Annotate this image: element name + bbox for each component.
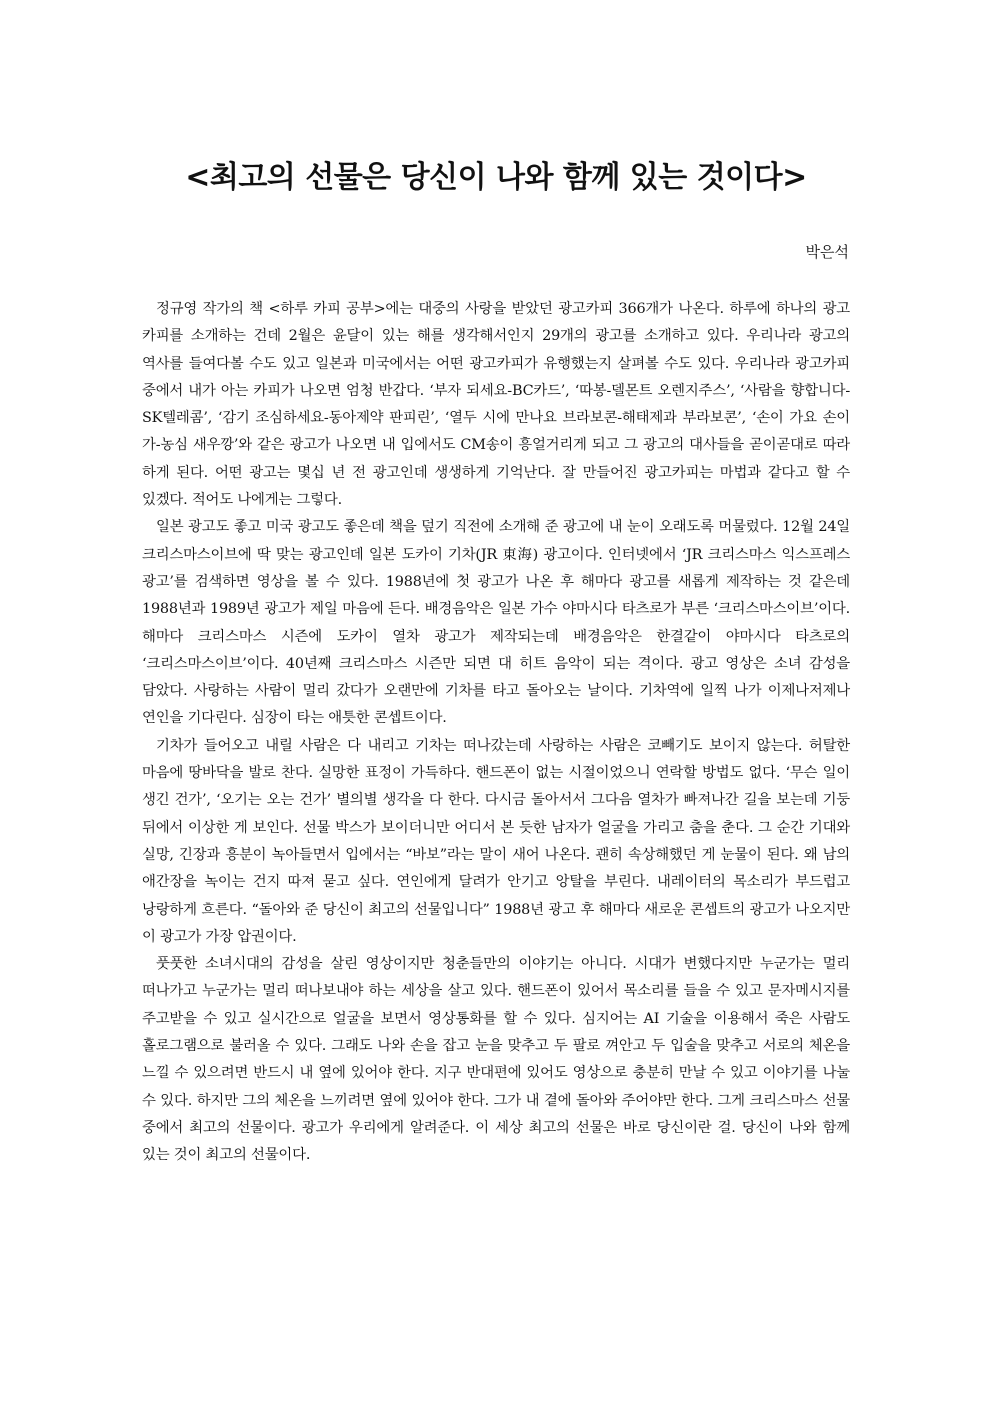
paragraph-1: 정규영 작가의 책 <하루 카피 공부>에는 대중의 사랑을 받았던 광고카피 366개가 나온다. 하루에 하나의 광고 카피를 소개하는 건데 2월은 윤달이 있는 해를 생각해서인지 29개의 광고를 소개하고 있다. 우리나라 광고의 역사를 들여다볼 수도 있고 일본과 미국에서는 어떤 광고카피가 유행했는지 살펴볼 수도 있다. 우리나라 광고카피 중에서 내가 아는 카피가 나오면 엄청 반갑다. ‘부자 되세요-BC카드’, ‘따봉-델몬트 오렌지주스’, ‘사람을 향합니다-SK텔레콤’, ‘감기 조심하세요-동아제약 판피린’, ‘열두 시에 만나요 브라보콘-해태제과 부라보콘’, ‘손이 가요 손이 가-농심 새우깡’와 같은 광고가 나오면 내 입에서도 CM송이 흥얼거리게 되고 그 광고의 대사들을 곧이곧대로 따라 하게 된다. 어떤 광고는 몇십 년 전 광고인데 생생하게 기억난다. 잘 만들어진 광고카피는 마법과 같다고 할 수 있겠다. 적어도 나에게는 그렇다. [142, 301, 850, 509]
author-name: 박은석 [805, 243, 849, 261]
paragraph-4: 풋풋한 소녀시대의 감성을 살린 영상이지만 청춘들만의 이야기는 아니다. 시대가 변했다지만 누군가는 멀리 떠나가고 누군가는 멀리 떠나보내야 하는 세상을 살고 있다. 핸드폰이 있어서 목소리를 들을 수 있고 문자메시지를 주고받을 수 있고 실시간으로 얼굴을 보면서 영상통화를 할 수 있다. 심지어는 AI 기술을 이용해서 죽은 사람도 홀로그램으로 불러올 수 있다. 그래도 나와 손을 잡고 눈을 맞추고 두 팔로 껴안고 두 입술을 맞추고 서로의 체온을 느낄 수 있으려면 반드시 내 옆에 있어야 한다. 지구 반대편에 있어도 영상으로 충분히 만날 수 있고 이야기를 나눌 수 있다. 하지만 그의 체온을 느끼려면 옆에 있어야 한다. 그가 내 곁에 돌아와 주어야만 한다. 그게 크리스마스 선물 중에서 최고의 선물이다. 광고가 우리에게 알려준다. 이 세상 최고의 선물은 바로 당신이란 걸. 당신이 나와 함께 있는 것이 최고의 선물이다. [142, 956, 850, 1164]
document-title: <최고의 선물은 당신이 나와 함께 있는 것이다> [185, 160, 807, 195]
paragraph-3: 기차가 들어오고 내릴 사람은 다 내리고 기차는 떠나갔는데 사랑하는 사람은 코빼기도 보이지 않는다. 허탈한 마음에 땅바닥을 발로 찬다. 실망한 표정이 가득하다. 핸드폰이 없는 시절이었으니 연락할 방법도 없다. ‘무슨 일이 생긴 건가’, ‘오기는 오는 건가’ 별의별 생각을 다 한다. 다시금 돌아서서 그다음 열차가 빠져나간 길을 보는데 기둥 뒤에서 이상한 게 보인다. 선물 박스가 보이더니만 어디서 본 듯한 남자가 얼굴을 가리고 춤을 춘다. 그 순간 기대와 실망, 긴장과 흥분이 녹아들면서 입에서는 “바보”라는 말이 새어 나온다. 괜히 속상해했던 게 눈물이 된다. 왜 남의 애간장을 녹이는 건지 따져 묻고 싶다. 연인에게 달려가 안기고 앙탈을 부린다. 내레이터의 목소리가 부드럽고 낭랑하게 흐른다. “돌아와 준 당신이 최고의 선물입니다” 1988년 광고 후 해마다 새로운 콘셉트의 광고가 나오지만 이 광고가 가장 압권이다. [142, 737, 850, 945]
document-body [142, 296, 850, 1170]
paragraph-2: 일본 광고도 좋고 미국 광고도 좋은데 책을 덮기 직전에 소개해 준 광고에 내 눈이 오래도록 머물렀다. 12월 24일 크리스마스이브에 딱 맞는 광고인데 일본 도카이 기차(JR 東海) 광고이다. 인터넷에서 ‘JR 크리스마스 익스프레스 광고’를 검색하면 영상을 볼 수 있다. 1988년에 첫 광고가 나온 후 해마다 광고를 새롭게 제작하는 것 같은데 1988년과 1989년 광고가 제일 마음에 든다. 배경음악은 일본 가수 야마시다 타츠로가 부른 ‘크리스마스이브’이다. 해마다 크리스마스 시즌에 도카이 열차 광고가 제작되는데 배경음악은 한결같이 야마시다 타츠로의 ‘크리스마스이브’이다. 40년째 크리스마스 시즌만 되면 대 히트 음악이 되는 격이다. 광고 영상은 소녀 감성을 담았다. 사랑하는 사람이 멀리 갔다가 오랜만에 기차를 타고 돌아오는 날이다. 기차역에 일찍 나가 이제나저제나 연인을 기다린다. 심장이 타는 애틋한 콘셉트이다. [142, 519, 850, 727]
